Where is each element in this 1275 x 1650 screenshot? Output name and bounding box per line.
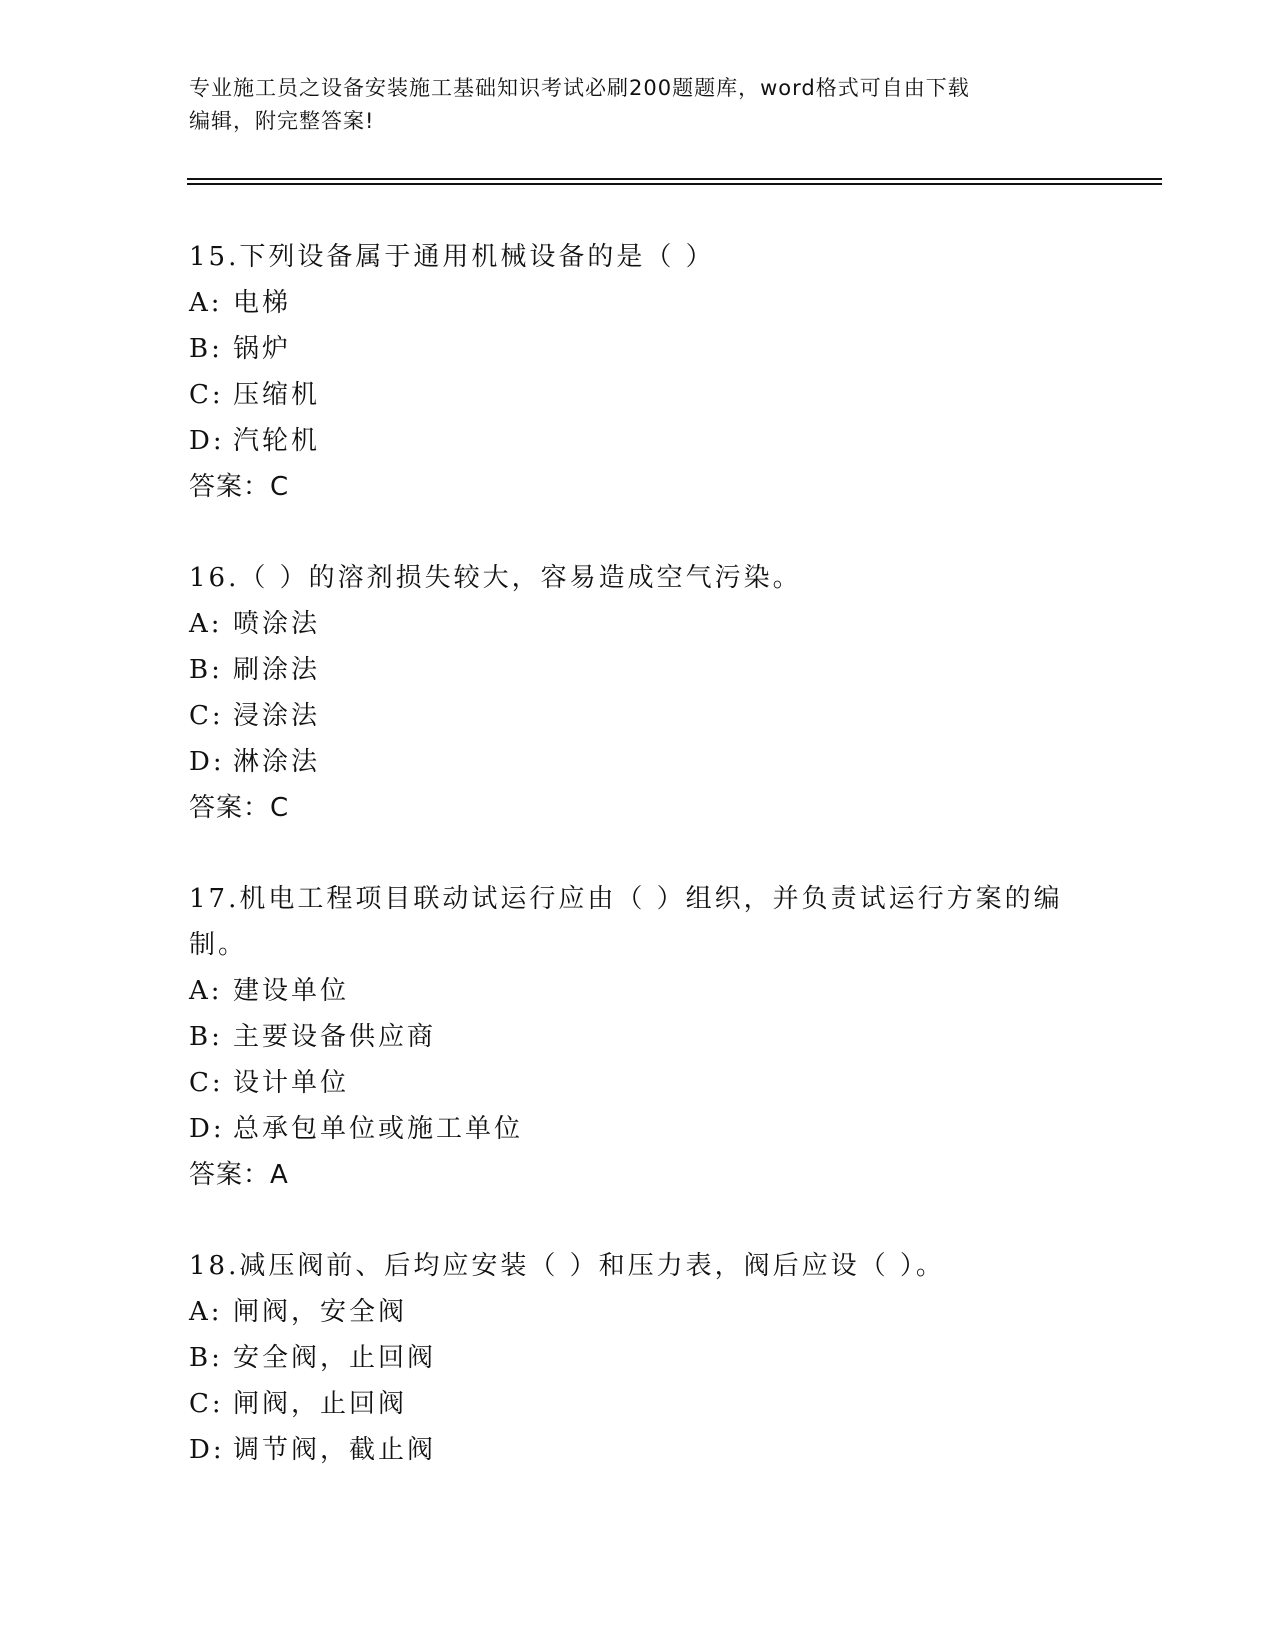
question-16 (189, 555, 1089, 831)
option-key: D: (189, 1435, 225, 1465)
question-18 (189, 1243, 1089, 1473)
option-text: 建设单位 (233, 976, 350, 1006)
option-text: 闸阀，止回阀 (233, 1389, 408, 1419)
question-number: 17. (189, 884, 240, 914)
question-text: 机电工程项目联动试运行应由（ ）组织，并负责试运行方案的编 (239, 884, 1063, 914)
option-text: 设计单位 (233, 1068, 350, 1098)
header-divider-bottom (187, 183, 1162, 185)
option-text: 调节阀，截止阀 (233, 1435, 437, 1465)
question-number: 15. (189, 242, 240, 272)
option-b (189, 1335, 1089, 1381)
option-text: 压缩机 (233, 380, 321, 410)
option-key: A: (189, 976, 223, 1006)
option-key: B: (189, 1343, 223, 1373)
option-text: 汽轮机 (233, 426, 321, 456)
option-text: 浸涂法 (233, 701, 321, 731)
option-d (189, 739, 1089, 785)
option-key: C: (189, 1068, 224, 1098)
answer-line: 答案：A (189, 1160, 289, 1190)
option-text: 刷涂法 (233, 655, 321, 685)
question-number: 16. (189, 563, 240, 593)
option-c (189, 1381, 1089, 1427)
answer-line: 答案：C (189, 793, 290, 823)
header-divider-top (187, 178, 1162, 180)
option-key: A: (189, 1297, 223, 1327)
question-text: 下列设备属于通用机械设备的是（ ） (239, 242, 715, 272)
question-stem (189, 555, 1089, 601)
option-c (189, 693, 1089, 739)
option-text: 淋涂法 (233, 747, 321, 777)
option-text: 闸阀，安全阀 (233, 1297, 408, 1327)
option-d (189, 418, 1089, 464)
option-text: 安全阀，止回阀 (233, 1343, 437, 1373)
question-number: 18. (189, 1251, 240, 1281)
question-stem (189, 234, 1089, 280)
option-a (189, 968, 1089, 1014)
option-key: A: (189, 288, 223, 318)
option-a (189, 601, 1089, 647)
option-a (189, 280, 1089, 326)
option-text: 锅炉 (233, 334, 292, 364)
option-text: 喷涂法 (233, 609, 321, 639)
option-b (189, 1014, 1089, 1060)
option-c (189, 1060, 1089, 1106)
option-key: C: (189, 380, 224, 410)
question-17 (189, 876, 1089, 1198)
header-line-1: 专业施工员之设备安装施工基础知识考试必刷200题题库，word格式可自由下载 (189, 76, 970, 100)
option-c (189, 372, 1089, 418)
question-text: （ ）的溶剂损失较大，容易造成空气污染。 (239, 563, 802, 593)
question-stem-continued: 制。 (189, 930, 248, 960)
option-key: A: (189, 609, 223, 639)
question-text: 减压阀前、后均应安装（ ）和压力表，阀后应设（ ）。 (239, 1251, 945, 1281)
option-d (189, 1106, 1089, 1152)
option-key: C: (189, 1389, 224, 1419)
option-key: D: (189, 426, 225, 456)
option-text: 主要设备供应商 (233, 1022, 437, 1052)
question-stem (189, 876, 1089, 922)
question-15 (189, 234, 1089, 510)
option-key: C: (189, 701, 224, 731)
option-text: 总承包单位或施工单位 (233, 1114, 524, 1144)
option-key: D: (189, 747, 225, 777)
option-b (189, 326, 1089, 372)
option-key: D: (189, 1114, 225, 1144)
option-key: B: (189, 655, 223, 685)
option-b (189, 647, 1089, 693)
answer-line: 答案：C (189, 472, 290, 502)
option-key: B: (189, 334, 223, 364)
option-d (189, 1427, 1089, 1473)
option-key: B: (189, 1022, 223, 1052)
option-text: 电梯 (233, 288, 292, 318)
document-header (189, 72, 1089, 138)
option-a (189, 1289, 1089, 1335)
header-line-2: 编辑，附完整答案! (189, 109, 375, 133)
question-stem (189, 1243, 1089, 1289)
